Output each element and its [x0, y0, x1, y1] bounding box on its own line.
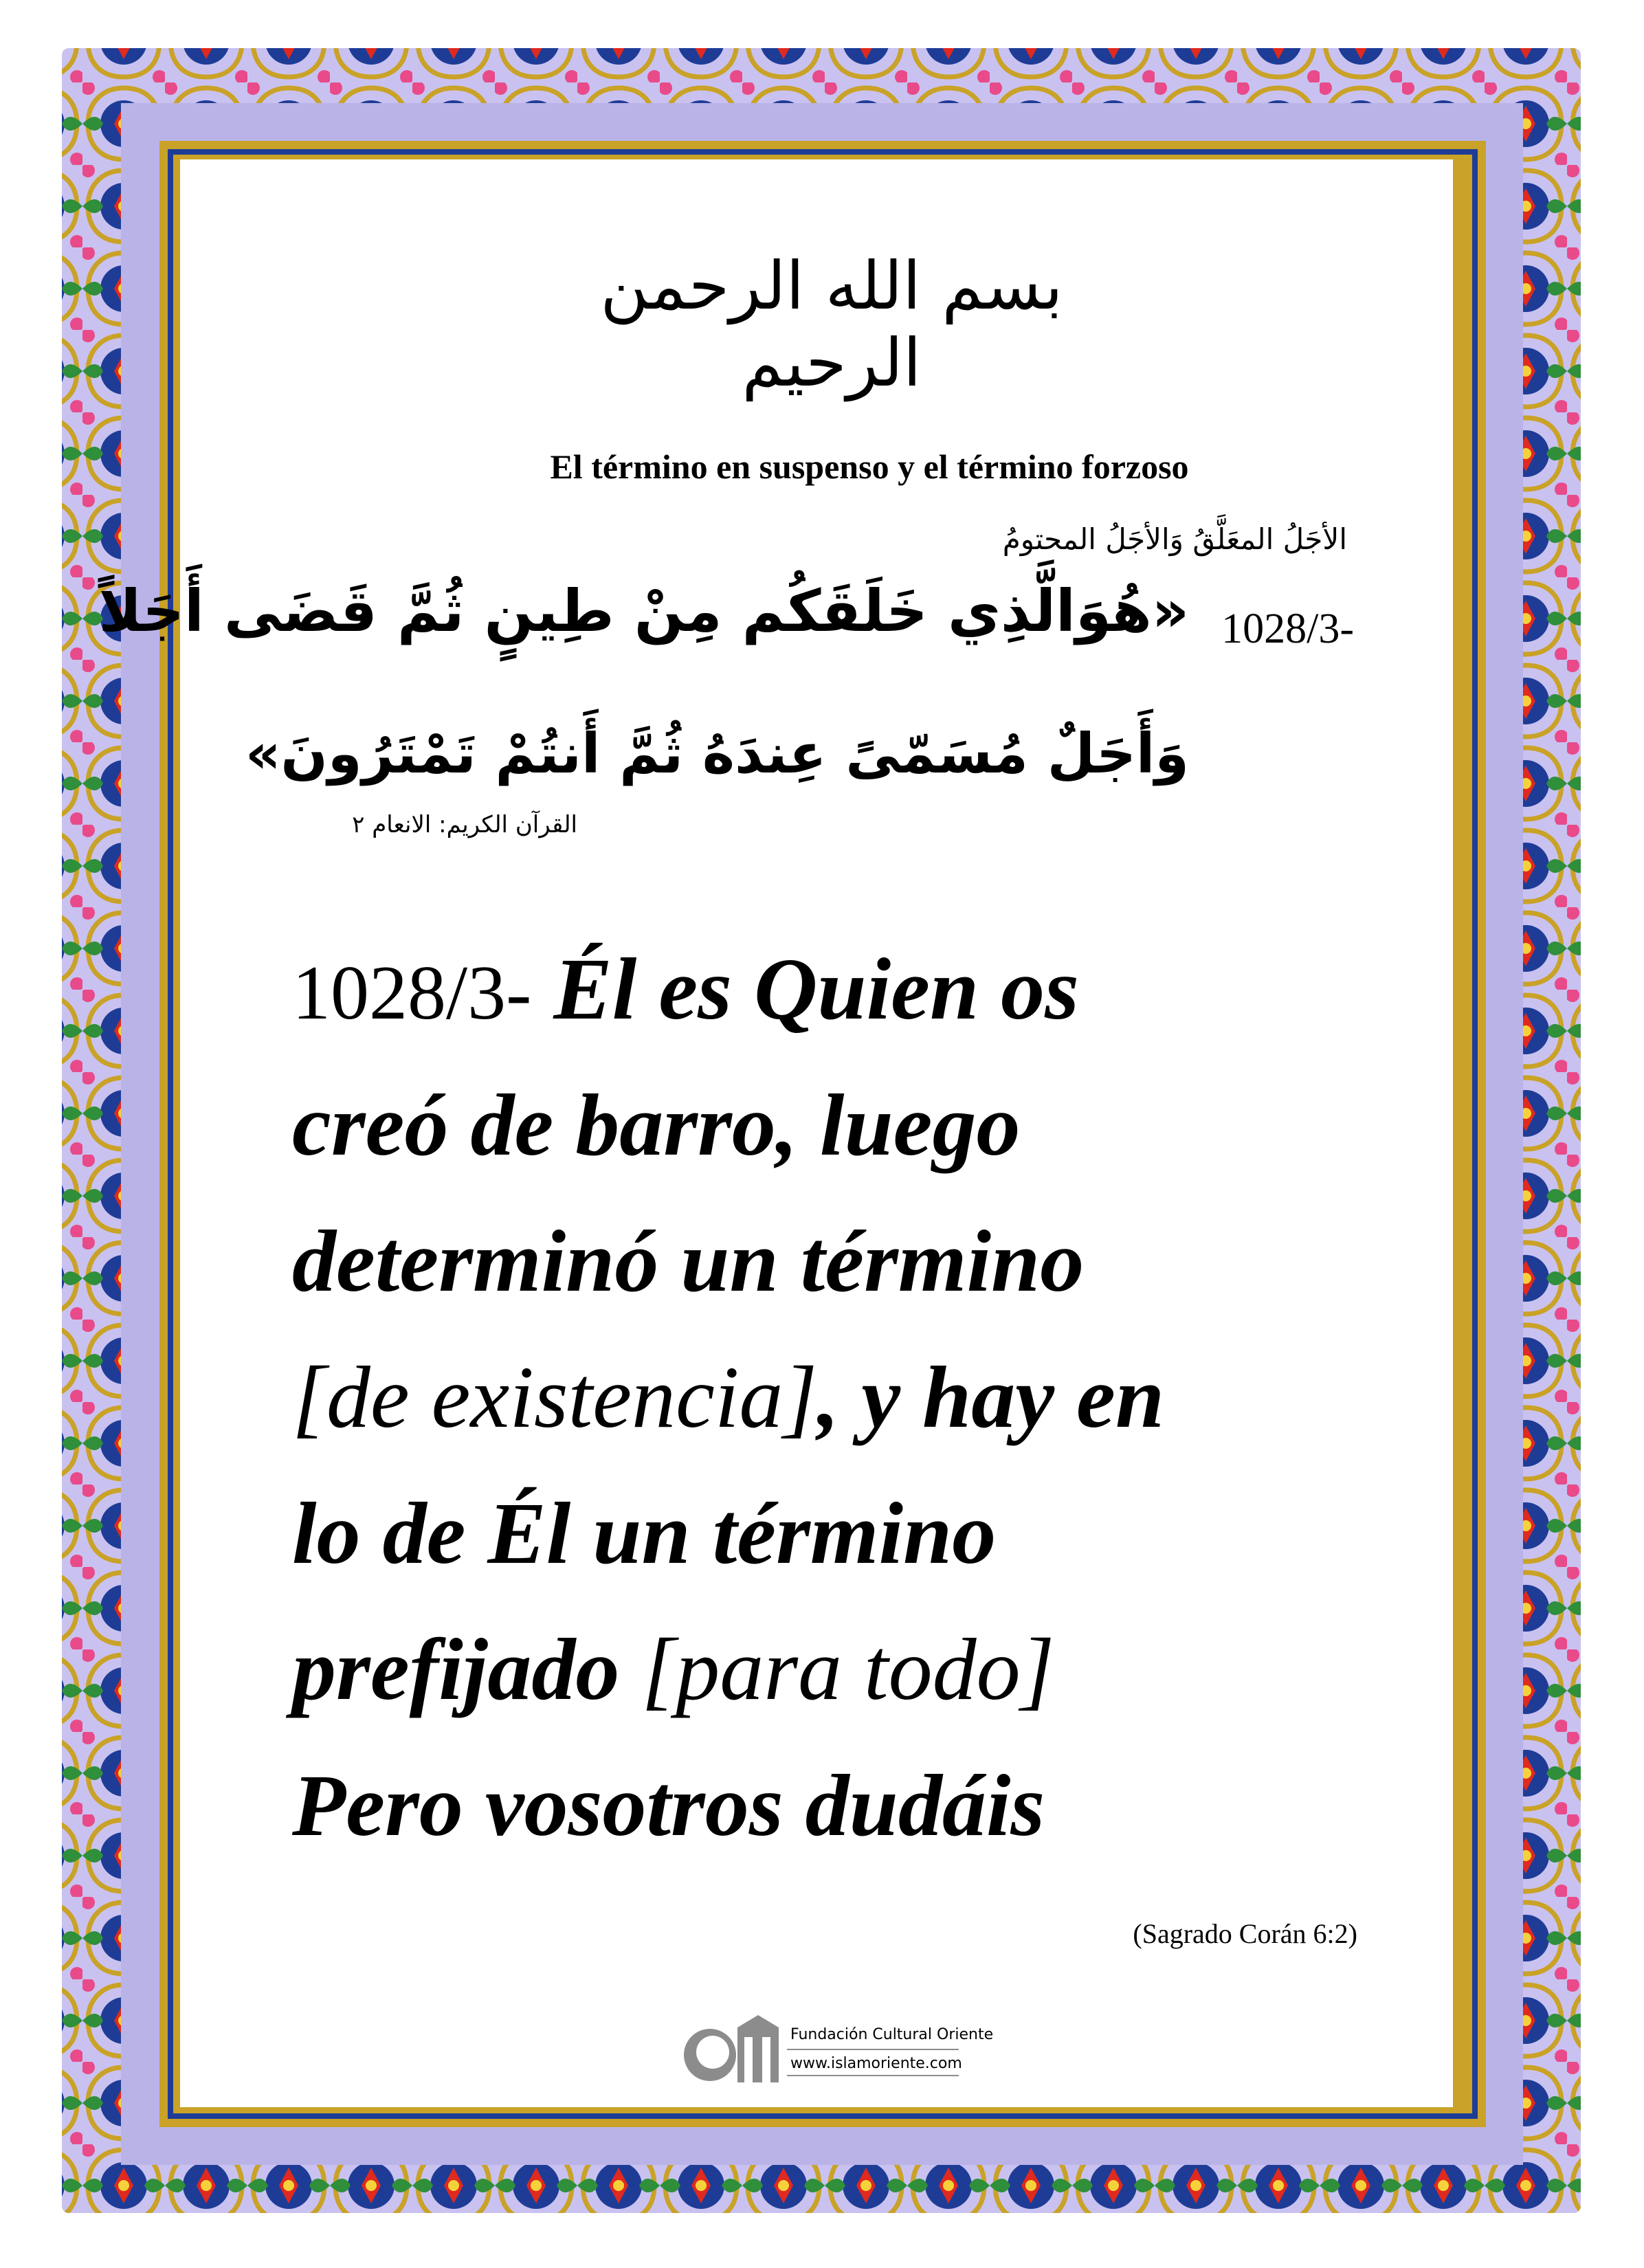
translation-number: 1028/3-	[292, 950, 532, 1036]
translation-text: prefijado	[292, 1621, 642, 1718]
organization-logo-icon	[677, 2007, 966, 2096]
translation-line-4	[292, 1329, 1419, 1465]
bracket-text: [para todo]	[641, 1621, 1055, 1718]
translation-line-2: creó de barro, luego	[292, 1076, 1021, 1174]
translation-line-5: lo de Él un término	[292, 1485, 997, 1582]
arabic-subtitle: الأجَلُ المعَلَّقُ وَالأجَلُ المحتومُ	[1002, 522, 1347, 556]
bracket-text: [de existencia]	[292, 1348, 818, 1446]
arabic-verse-line-2: وَأَجَلٌ مُسَمّىً عِندَهُ ثُمَّ أَنتُمْ تَمْتَرُونَ»	[245, 722, 1189, 786]
organization-url[interactable]: www.islamoriente.com	[790, 2055, 962, 2072]
basmala: بسم الله الرحمن الرحيم	[600, 247, 1063, 401]
translation-text: Él es Quien os	[553, 940, 1079, 1038]
translation-line-3: determinó un término	[292, 1212, 1085, 1310]
translation-line-7: Pero vosotros dudáis	[292, 1757, 1045, 1854]
arabic-verse-reference: القرآن الكريم: الانعام ٢	[352, 811, 577, 838]
arabic-verse-line-1: «هُوَالَّذِي خَلَقَكُم مِنْ طِينٍ ثُمَّ قَضَى أَجَلاً	[98, 577, 1189, 645]
verse-number: 1028/3-	[1221, 605, 1354, 652]
translation-text: , y hay en	[817, 1348, 1164, 1446]
spanish-translation	[292, 921, 1419, 1874]
organization-name: Fundación Cultural Oriente	[790, 2026, 994, 2043]
translation-line-6	[292, 1601, 1419, 1737]
source-reference: (Sagrado Corán 6:2)	[1133, 1918, 1357, 1949]
page-title: El término en suspenso y el término forzoso	[550, 447, 1189, 486]
translation-line-1	[292, 921, 1419, 1057]
